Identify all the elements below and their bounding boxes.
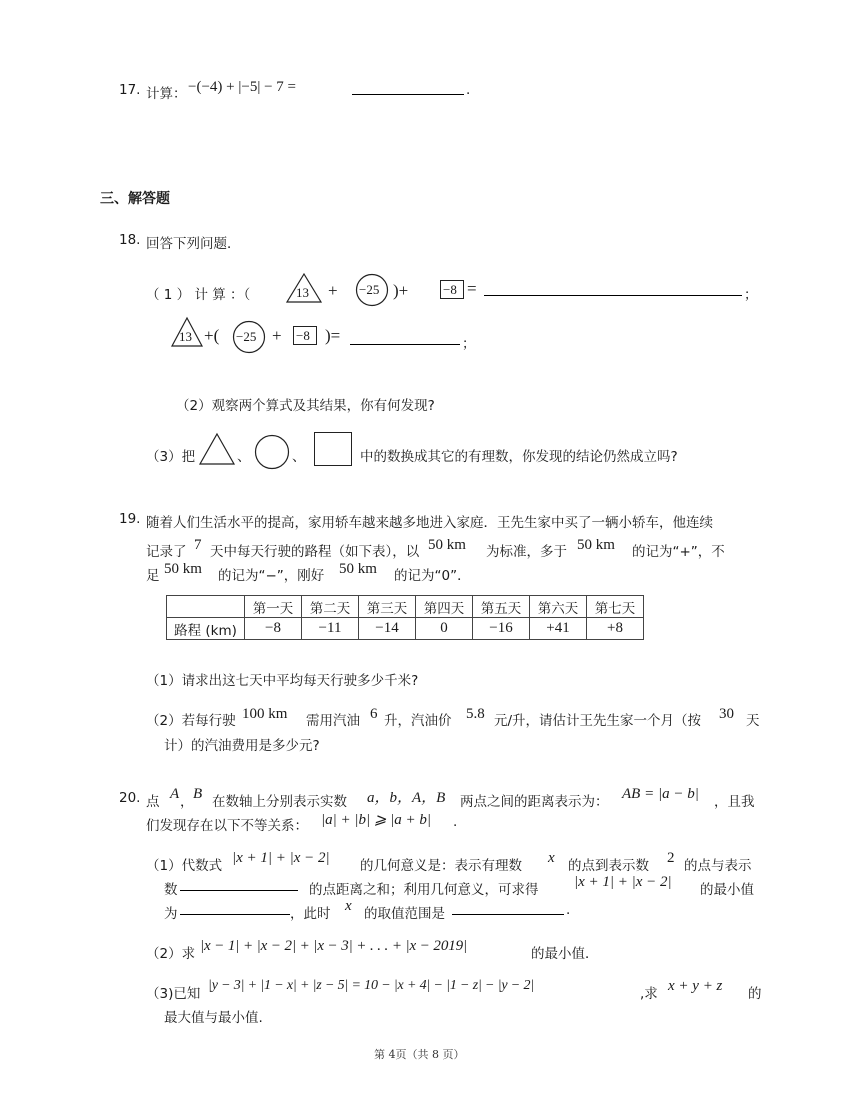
q20-l1-comma: ，: [180, 794, 194, 810]
q20-p1-blank1[interactable]: [180, 876, 298, 895]
square-value: −8: [296, 328, 310, 343]
q20-p1-2: 2: [667, 850, 675, 866]
q19-part2-d: 元/升，请估计王先生家一个月（按: [494, 713, 702, 729]
table-header-cell: 第一天: [245, 596, 302, 618]
table-row-label: 路程 (km): [167, 618, 245, 640]
table-header-cell: 第七天: [587, 596, 644, 618]
q19-part2-6: 6: [370, 706, 378, 722]
table-cell: −16: [473, 618, 530, 640]
triangle-icon: [285, 272, 323, 304]
q19-line2-a: 记录了: [146, 544, 187, 560]
q20-p1-l2-c: 的最小值: [700, 882, 754, 898]
q18-p1b-answer-blank[interactable]: [350, 330, 460, 349]
table-header-cell: 第六天: [530, 596, 587, 618]
q20-p1-l3-d: .: [566, 902, 571, 918]
q20-p3-c: 的: [748, 986, 762, 1002]
q18-p1-answer-blank[interactable]: [484, 281, 742, 300]
table-header-cell: [167, 596, 245, 618]
q19-part1: （1）请求出这七天中平均每天行驶多少千米?: [146, 673, 419, 689]
q19-number: 19.: [119, 511, 141, 527]
q17-answer-blank[interactable]: [352, 80, 464, 99]
q20-p1-l3-x: x: [345, 898, 352, 914]
q19-line3-a: 足: [146, 568, 160, 584]
q19-line2-b: 天中每天行驶的路程（如下表），以: [210, 544, 420, 560]
table-cell: −8: [245, 618, 302, 640]
q20-l1-c: 两点之间的距离表示为：: [460, 794, 609, 810]
q20-p3-a: （3)已知: [146, 986, 201, 1002]
page-footer: 第 4页（共 8 页）: [374, 1048, 465, 1061]
circle-value: −25: [236, 329, 257, 344]
q20-p1-blank3[interactable]: [452, 900, 564, 919]
table-row: [167, 618, 644, 640]
table-cell: 0: [416, 618, 473, 640]
q19-part2-c: 升，汽油价: [384, 713, 452, 729]
q20-l1-vars: a，b，A，B: [367, 790, 446, 806]
q18-number: 18.: [119, 232, 141, 248]
q20-p3-line2: 最大值与最小值.: [164, 1010, 263, 1026]
q18-p1-equals: =: [467, 279, 477, 298]
q18-p1-plus: +: [328, 281, 338, 300]
q20-p1-l3-c: 的取值范围是: [364, 906, 445, 922]
triangle-value: 13: [296, 285, 309, 300]
q18-p1b-plus: +: [272, 326, 282, 345]
square-value: −8: [443, 282, 457, 297]
q19-line2-50: 50 km: [428, 537, 466, 553]
square-icon: [293, 326, 317, 345]
section-title: 三、解答题: [100, 191, 170, 207]
q20-p1-blank2[interactable]: [180, 900, 290, 919]
triangle-icon: [170, 316, 204, 348]
circle-icon: [232, 320, 266, 354]
table-header-cell: 第五天: [473, 596, 530, 618]
q20-distance-formula: AB = |a − b|: [622, 786, 699, 802]
q18-p1-label: （ 1 ） 计 算 ：（: [146, 287, 251, 303]
q20-inequality: |a| + |b| ⩾ |a + b|: [321, 812, 432, 828]
q19-part2-e: 天: [746, 713, 760, 729]
q20-p1-l2-expr: |x + 1| + |x − 2|: [574, 874, 672, 890]
q20-p1-c: 的点到表示数: [568, 858, 649, 874]
q20-p3-b: ,求: [640, 986, 658, 1002]
q20-p1-l2-a: 数: [164, 882, 178, 898]
q19-line2-50b: 50 km: [577, 537, 615, 553]
triangle-icon: [198, 432, 236, 466]
circle-icon: [254, 434, 290, 470]
q18-p1b-semicolon: ；: [462, 336, 476, 352]
q20-p1-b: 的几何意义是：表示有理数: [360, 858, 522, 874]
q18-part3-sep1: 、: [237, 449, 251, 465]
table-header-cell: 第四天: [416, 596, 473, 618]
square-icon: [440, 280, 464, 299]
circle-icon: [355, 273, 389, 307]
q19-part2-a: （2）若每行驶: [146, 713, 236, 729]
table-cell: −11: [302, 618, 359, 640]
square-icon: [314, 432, 352, 466]
q17-number: 17.: [119, 82, 141, 98]
q18-p1-semicolon: ；: [744, 287, 758, 303]
triangle-value: 13: [179, 329, 192, 344]
q17-period: .: [466, 82, 471, 98]
q18-p1b-plus-open: +(: [204, 326, 220, 345]
table-cell: +8: [587, 618, 644, 640]
q17-text: 计算：: [146, 86, 187, 102]
q17-expression: −(−4) + |−5| − 7 =: [188, 79, 297, 95]
q19-line2-seven: 7: [194, 537, 202, 553]
circle-value: −25: [359, 282, 380, 297]
q20-point-a: A: [170, 786, 180, 802]
q18-part3-sep2: 、: [292, 449, 306, 465]
q18-p1b-close-equals: )=: [325, 326, 341, 345]
q20-l2-a: 们发现存在以下不等关系：: [146, 818, 308, 834]
q19-line3-c: 的记为“0”．: [394, 568, 471, 584]
q19-line2-c: 为标准，多于: [486, 544, 567, 560]
q20-l1-a: 点: [146, 794, 160, 810]
table-header-row: [167, 596, 644, 618]
q20-p1-l2-b: 的点距离之和；利用几何意义，可求得: [309, 882, 539, 898]
q20-p2-b: 的最小值．: [531, 946, 599, 962]
q19-line1: 随着人们生活水平的提高，家用轿车越来越多地进入家庭．王先生家中买了一辆小轿车，他连续: [146, 515, 713, 531]
q19-part2-100: 100 km: [242, 706, 288, 722]
q18-part3-prefix: （3）把: [146, 449, 196, 465]
table-cell: −14: [359, 618, 416, 640]
q20-p1-l3-b: ，此时: [290, 906, 331, 922]
q20-p1-l3-a: 为: [164, 906, 178, 922]
q18-part3-suffix: 中的数换成其它的有理数，你发现的结论仍然成立吗?: [360, 449, 678, 465]
q20-p1-x: x: [548, 850, 555, 866]
q19-line3-50: 50 km: [164, 561, 202, 577]
mileage-table: [166, 595, 644, 640]
q20-l2-b: .: [453, 814, 458, 830]
q19-line3-b: 的记为“−”，刚好: [218, 568, 325, 584]
q19-line3-50b: 50 km: [339, 561, 377, 577]
q19-part2-b: 需用汽油: [306, 713, 360, 729]
table-header-cell: 第三天: [359, 596, 416, 618]
q19-part2-30: 30: [719, 706, 734, 722]
q20-p3-xyz: x + y + z: [668, 978, 723, 994]
q20-l1-b: 在数轴上分别表示实数: [212, 794, 347, 810]
q18-p1-close-plus: )+: [393, 281, 409, 300]
q19-part2-line2: 计）的汽油费用是多少元?: [164, 738, 320, 754]
q20-point-b: B: [193, 786, 203, 802]
q19-line2-d: 的记为“+”，不: [632, 544, 725, 560]
q19-part2-58: 5.8: [466, 706, 485, 722]
q20-p2-expr: |x − 1| + |x − 2| + |x − 3| + . . . + |x − 2019|: [200, 938, 468, 954]
q20-number: 20.: [119, 790, 141, 806]
table-header-cell: 第二天: [302, 596, 359, 618]
q20-p1-expr: |x + 1| + |x − 2|: [232, 850, 330, 866]
q20-p1-a: （1）代数式: [146, 858, 223, 874]
q18-part2: （2）观察两个算式及其结果，你有何发现?: [176, 398, 435, 414]
q20-l1-d: ，且我: [714, 794, 755, 810]
q20-p1-d: 的点与表示: [684, 858, 752, 874]
table-cell: +41: [530, 618, 587, 640]
q20-p3-expr: |y − 3| + |1 − x| + |z − 5| = 10 − |x + 4| − |1 − z| − |y − 2|: [208, 978, 535, 993]
q18-stem: 回答下列问题．: [146, 236, 241, 252]
q20-p2-a: （2）求: [146, 946, 196, 962]
